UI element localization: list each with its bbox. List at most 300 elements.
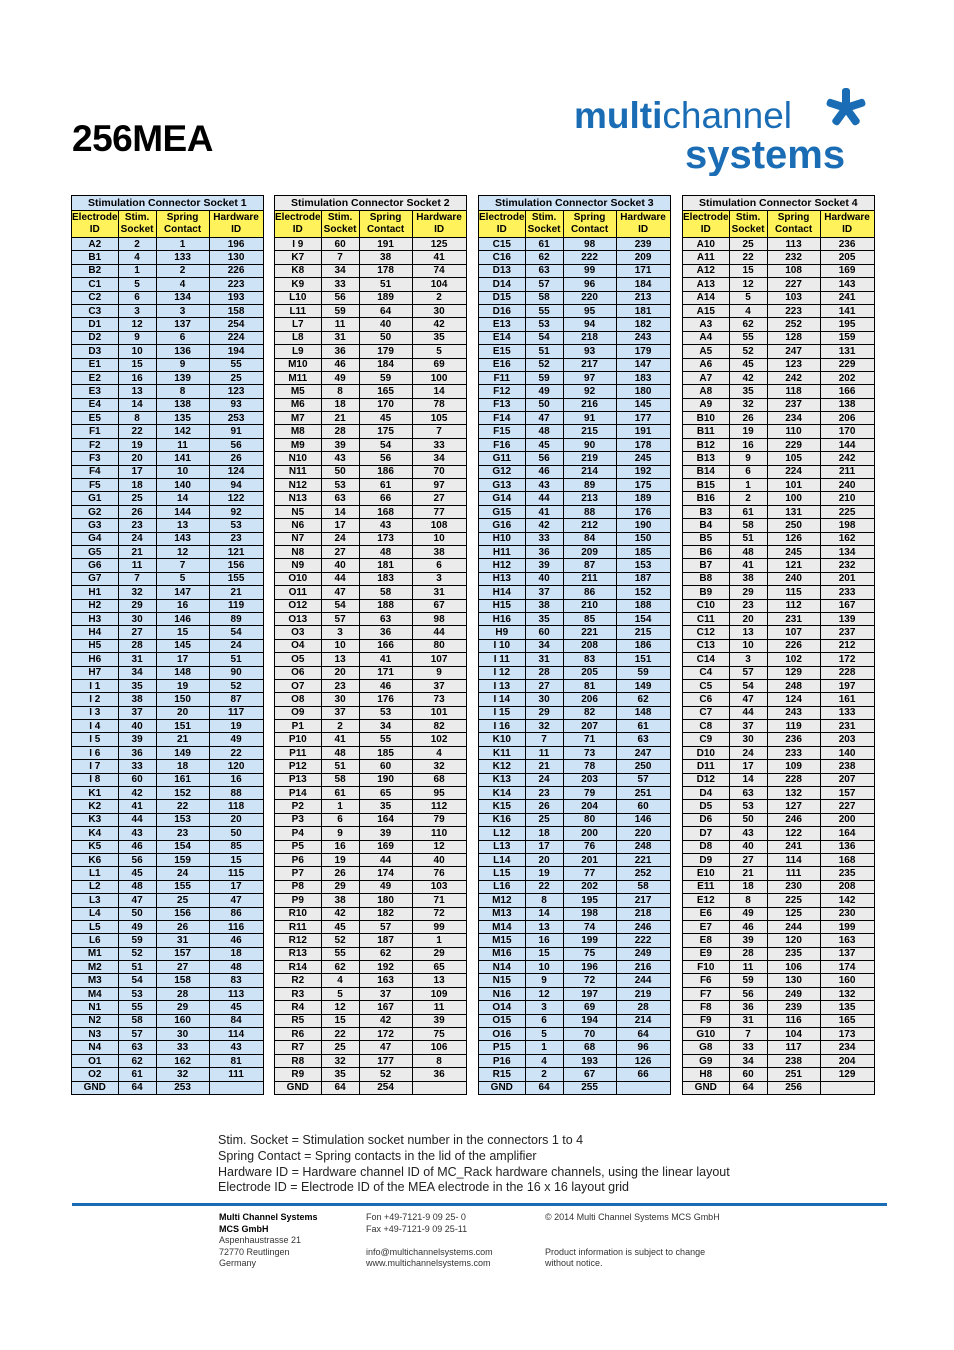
footer-email-link[interactable]: info@multichannelsystems.com [366,1246,493,1257]
table-row [479,1068,671,1081]
table-cell: 31 [525,653,563,666]
table-cell: 30 [321,693,359,706]
table-cell: 3 [321,626,359,639]
legend-line: Stim. Socket = Stimulation socket number in the connectors 1 to 4 [218,1133,584,1147]
table-row [72,345,264,358]
table-cell: 27 [321,545,359,558]
table-cell: 73 [412,693,466,706]
table-cell: A13 [683,278,730,291]
table-cell: I 12 [479,666,526,679]
footer-company: Multi Channel Systems [219,1212,318,1222]
table-cell: 123 [209,385,263,398]
table-cell: 26 [209,452,263,465]
table-row [275,773,467,786]
table-cell: 99 [563,264,616,277]
table-row [683,746,875,759]
table-row [275,264,467,277]
table-row [683,492,875,505]
table-cell: 82 [412,720,466,733]
table-cell: 67 [563,1068,616,1081]
table-cell: 41 [412,251,466,264]
table-cell: 102 [412,733,466,746]
table-cell: K2 [72,800,119,813]
table-cell: 12 [321,1001,359,1014]
table-cell: 9 [729,452,767,465]
table-cell: 43 [209,1041,263,1054]
table-cell: 116 [209,920,263,933]
logo-multi: multi [574,95,663,136]
table-cell: 228 [820,666,874,679]
table-cell: 194 [209,345,263,358]
table-cell: H15 [479,599,526,612]
table-cell: 28 [156,987,209,1000]
table-cell: D7 [683,827,730,840]
table-cell: 29 [156,1001,209,1014]
table-cell: N14 [479,961,526,974]
table-cell: M15 [479,934,526,947]
table-cell: 20 [729,612,767,625]
table-cell: 173 [359,532,412,545]
table-row [275,291,467,304]
table-row [479,1054,671,1067]
table-cell: 51 [209,653,263,666]
table-cell: 213 [563,492,616,505]
table-row [683,572,875,585]
table-row [72,693,264,706]
table-cell: 223 [209,278,263,291]
table-cell: 96 [563,278,616,291]
table-row [72,961,264,974]
table-cell: M7 [275,412,322,425]
table-cell: 20 [209,813,263,826]
table-cell: 234 [767,412,820,425]
table-cell: 27 [118,626,156,639]
table-cell: 246 [767,813,820,826]
table-cell: 243 [767,706,820,719]
table-cell: 50 [209,827,263,840]
table-cell: 2 [729,492,767,505]
table-row [72,974,264,987]
table-row [275,867,467,880]
table-cell: 31 [729,1014,767,1027]
table-cell: 204 [563,800,616,813]
table-cell: 199 [563,934,616,947]
table-row [72,987,264,1000]
table-cell: 37 [412,679,466,692]
table-row [72,880,264,893]
table-cell: 5 [156,572,209,585]
table-cell: 2 [412,291,466,304]
table-row [683,331,875,344]
column-header: Electrode ID [72,211,119,238]
table-cell: A8 [683,385,730,398]
table-cell: H4 [72,626,119,639]
table-cell: 219 [563,452,616,465]
table-cell: 153 [616,559,670,572]
table-cell: 249 [616,947,670,960]
table-cell: 256 [767,1081,820,1094]
table-cell: P16 [479,1054,526,1067]
table-cell: F16 [479,438,526,451]
table-cell: 168 [359,505,412,518]
table-cell: 133 [820,706,874,719]
table-cell: 42 [729,371,767,384]
table-cell: 35 [118,679,156,692]
table-row [479,773,671,786]
table-cell: 45 [209,1001,263,1014]
table-cell: 37 [525,586,563,599]
table-cell: 12 [118,318,156,331]
table-cell: 199 [820,920,874,933]
table-row [72,452,264,465]
table-cell: 53 [525,318,563,331]
table-cell: 63 [321,492,359,505]
table-cell: C6 [683,693,730,706]
table-cell: 185 [616,545,670,558]
table-cell: 57 [729,666,767,679]
table-cell: 1 [156,238,209,251]
table-cell: 71 [563,733,616,746]
table-row [683,894,875,907]
table-row [72,1081,264,1094]
table-cell: 56 [321,291,359,304]
table-row [275,720,467,733]
table-cell: 3 [156,304,209,317]
table-cell: 234 [820,1041,874,1054]
table-cell: G8 [683,1041,730,1054]
table-cell: 50 [321,465,359,478]
table-row [479,760,671,773]
table-cell: 245 [767,545,820,558]
table-cell: 100 [767,492,820,505]
table-cell: H7 [72,666,119,679]
table-cell: E6 [683,907,730,920]
table-cell: 153 [156,813,209,826]
table-cell: R10 [275,907,322,920]
table-row [683,345,875,358]
table-cell: 115 [209,867,263,880]
table-cell: 15 [525,947,563,960]
table-cell: 9 [525,974,563,987]
table-cell: 28 [321,425,359,438]
table-cell: G12 [479,465,526,478]
table-cell: 63 [359,612,412,625]
table-cell: 18 [118,479,156,492]
table-cell: 159 [820,331,874,344]
table-cell: 130 [767,974,820,987]
table-row [275,238,467,251]
table-cell: G1 [72,492,119,505]
socket-caption: Stimulation Connector Socket 4 [683,196,875,211]
table-cell: 171 [359,666,412,679]
table-cell: A15 [683,304,730,317]
table-row [72,438,264,451]
table-cell: 68 [563,1041,616,1054]
table-cell: 3 [525,1001,563,1014]
table-cell: 19 [525,867,563,880]
table-cell: 21 [729,867,767,880]
table-cell: 5 [321,987,359,1000]
table-cell: 170 [359,398,412,411]
table-row [479,545,671,558]
table-cell: 25 [321,1041,359,1054]
footer-gmbh: MCS GmbH [219,1223,269,1234]
table-cell: 240 [767,572,820,585]
table-cell: 166 [359,639,412,652]
table-cell: 40 [321,559,359,572]
table-cell: 215 [563,425,616,438]
table-cell: 58 [118,1014,156,1027]
table-cell: 31 [118,653,156,666]
table-cell: 58 [729,519,767,532]
table-cell: 242 [767,371,820,384]
table-cell: 55 [118,1001,156,1014]
table-cell: 164 [820,827,874,840]
table-cell: D2 [72,331,119,344]
table-row [683,987,875,1000]
table-cell: 224 [767,465,820,478]
table-row [479,1028,671,1041]
table-cell: 217 [616,894,670,907]
table-cell: 254 [359,1081,412,1094]
table-cell: 16 [729,438,767,451]
table-row [683,425,875,438]
table-row [275,1001,467,1014]
table-cell: 17 [321,519,359,532]
table-cell: 27 [525,679,563,692]
table-cell: C15 [479,238,526,251]
table-cell: R13 [275,947,322,960]
table-cell: 15 [118,358,156,371]
table-cell: O8 [275,693,322,706]
table-cell: 193 [209,291,263,304]
table-row [683,1054,875,1067]
table-row [275,880,467,893]
table-row [72,412,264,425]
table-cell: 216 [616,961,670,974]
table-row [479,787,671,800]
socket-2-table [274,195,467,1095]
table-row [479,934,671,947]
table-cell: 12 [729,278,767,291]
table-cell: C16 [479,251,526,264]
table-cell: 53 [118,987,156,1000]
table-cell: 30 [412,304,466,317]
table-row [683,1081,875,1094]
table-cell: 48 [321,746,359,759]
table-row [683,398,875,411]
table-cell: N6 [275,519,322,532]
table-cell: 233 [767,746,820,759]
table-cell: 255 [563,1081,616,1094]
table-row [275,666,467,679]
table-cell: L7 [275,318,322,331]
table-cell: R12 [275,934,322,947]
table-cell: 162 [156,1054,209,1067]
table-cell: M5 [275,385,322,398]
table-cell: 126 [767,532,820,545]
table-cell: 57 [118,1028,156,1041]
table-row [275,586,467,599]
table-cell: 2 [156,264,209,277]
logo-systems: systems [685,133,846,176]
table-cell: R6 [275,1028,322,1041]
table-row [479,599,671,612]
table-cell: 135 [156,412,209,425]
table-cell: 43 [359,519,412,532]
table-cell: L9 [275,345,322,358]
table-row [683,358,875,371]
table-cell: 57 [321,612,359,625]
table-cell: 128 [767,331,820,344]
table-cell: 148 [616,706,670,719]
table-row [72,1028,264,1041]
table-cell: K16 [479,813,526,826]
table-cell: 44 [525,492,563,505]
table-cell: 180 [359,894,412,907]
table-cell: 6 [156,331,209,344]
table-cell: 64 [525,1081,563,1094]
table-cell: 38 [118,693,156,706]
table-cell: 18 [156,760,209,773]
table-row [479,706,671,719]
table-cell: 134 [156,291,209,304]
table-cell: 239 [767,1001,820,1014]
table-cell: 64 [359,304,412,317]
table-row [72,331,264,344]
table-cell: 53 [729,800,767,813]
table-cell: 117 [767,1041,820,1054]
table-cell: B12 [683,438,730,451]
table-row [275,492,467,505]
table-cell: 174 [820,961,874,974]
table-row [683,706,875,719]
table-cell: 232 [820,559,874,572]
pin-table [478,195,671,1095]
table-cell: 130 [209,251,263,264]
table-row [683,251,875,264]
table-cell: K8 [275,264,322,277]
table-cell: 39 [525,559,563,572]
table-cell: 10 [118,345,156,358]
table-cell: 54 [321,599,359,612]
table-row [683,787,875,800]
table-row [683,1068,875,1081]
table-cell: 17 [729,760,767,773]
table-cell: 124 [209,465,263,478]
table-cell: M2 [72,961,119,974]
table-row [72,532,264,545]
table-cell: 210 [820,492,874,505]
table-row [275,438,467,451]
table-row [683,291,875,304]
table-cell: 189 [359,291,412,304]
table-cell: 8 [118,412,156,425]
table-cell: 35 [412,331,466,344]
table-cell: 109 [767,760,820,773]
table-cell: 183 [359,572,412,585]
table-cell: 75 [563,947,616,960]
table-row [479,827,671,840]
table-cell: M13 [479,907,526,920]
table-cell: R9 [275,1068,322,1081]
table-cell: 59 [729,974,767,987]
table-cell: 132 [820,987,874,1000]
table-row [72,238,264,251]
table-cell: N13 [275,492,322,505]
table-cell: 252 [767,318,820,331]
table-cell: GND [683,1081,730,1094]
table-cell: GND [72,1081,119,1094]
column-header: Spring Contact [359,211,412,238]
table-cell: 75 [412,1028,466,1041]
footer-street: Aspenhaustrasse 21 [219,1235,302,1245]
table-cell: 204 [820,1054,874,1067]
table-cell: A4 [683,331,730,344]
table-cell: 25 [525,813,563,826]
table-cell: 212 [820,639,874,652]
table-cell: L3 [72,894,119,907]
table-row [683,532,875,545]
table-cell: 38 [359,251,412,264]
table-cell: 175 [359,425,412,438]
table-cell: 10 [412,532,466,545]
table-cell: 38 [729,572,767,585]
table-cell: 66 [616,1068,670,1081]
table-cell: 55 [525,304,563,317]
table-row [479,813,671,826]
table-cell: 241 [820,291,874,304]
table-cell: I 1 [72,679,119,692]
table-cell: B14 [683,465,730,478]
table-cell: 19 [321,853,359,866]
table-row [72,251,264,264]
table-cell: 10 [525,961,563,974]
table-cell: 46 [209,934,263,947]
table-cell: O1 [72,1054,119,1067]
table-cell: K15 [479,800,526,813]
table-row [275,934,467,947]
table-cell: 218 [563,331,616,344]
table-row [479,586,671,599]
table-cell: 248 [616,840,670,853]
table-cell: 45 [729,358,767,371]
table-cell: 252 [616,867,670,880]
table-cell: 32 [321,1054,359,1067]
table-cell: 206 [563,693,616,706]
table-cell: 202 [820,371,874,384]
table-cell: O4 [275,639,322,652]
table-cell: E1 [72,358,119,371]
table-cell: A6 [683,358,730,371]
table-cell: P14 [275,787,322,800]
table-cell: 162 [820,532,874,545]
table-cell: 109 [412,987,466,1000]
table-cell: 238 [767,1054,820,1067]
footer-web-link[interactable]: www.multichannelsystems.com [366,1258,491,1268]
table-cell: 235 [767,947,820,960]
table-cell: 18 [729,880,767,893]
table-cell: M4 [72,987,119,1000]
table-row [72,304,264,317]
table-cell: 150 [616,532,670,545]
table-cell: GND [275,1081,322,1094]
table-cell: 71 [412,894,466,907]
table-cell: 33 [729,1041,767,1054]
table-cell: 123 [767,358,820,371]
table-cell: I 16 [479,720,526,733]
table-cell: 54 [729,679,767,692]
